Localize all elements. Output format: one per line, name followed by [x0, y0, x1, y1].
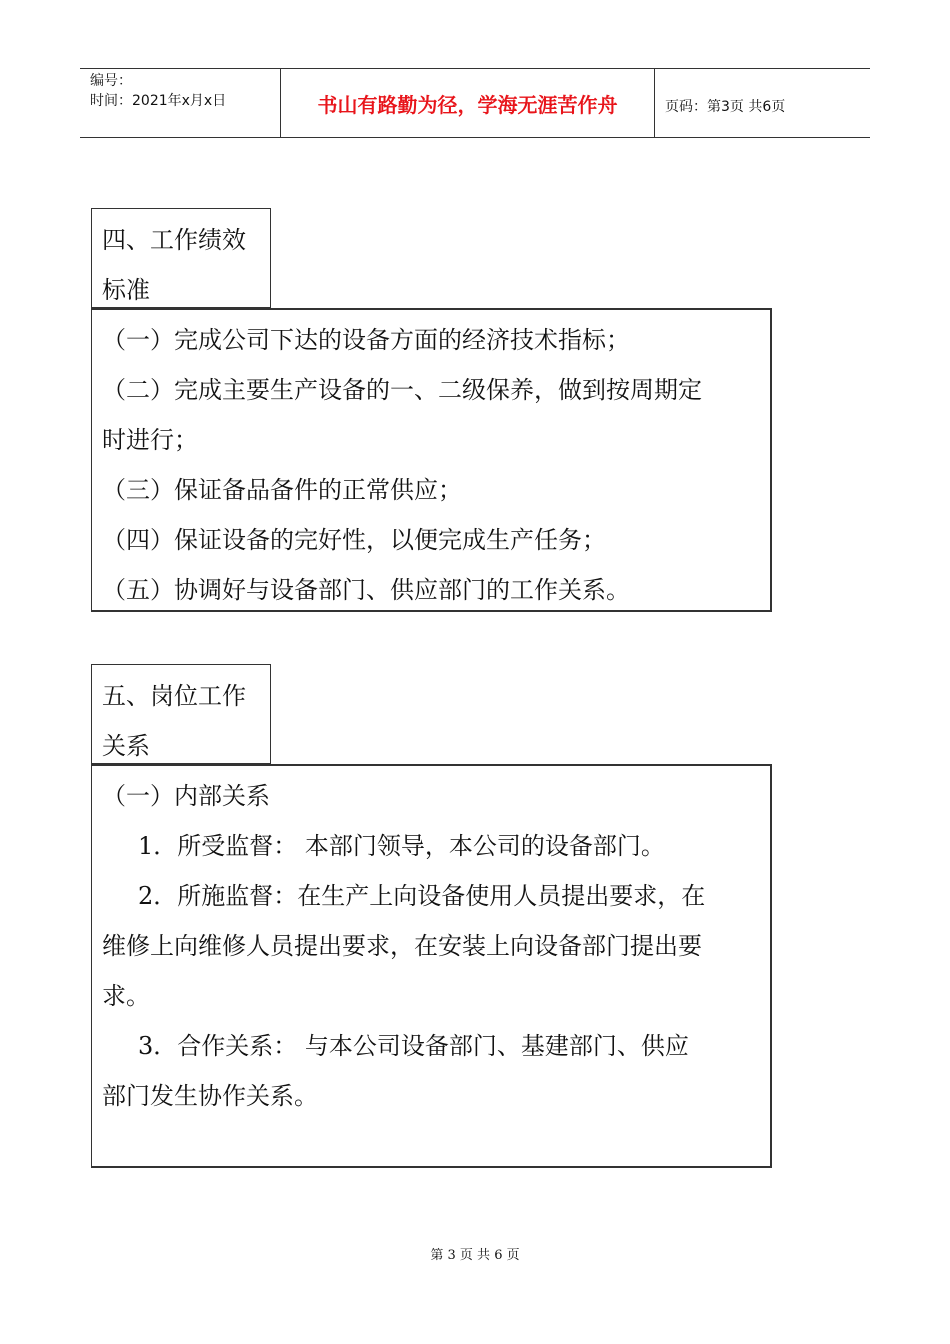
- document-header: [80, 68, 870, 138]
- section-4-title-line-2: 标准: [102, 276, 150, 304]
- section-4-line: （三）保证备品备件的正常供应；: [102, 476, 462, 504]
- header-page-number: 页码：第3页 共6页: [665, 99, 786, 115]
- section-5-line: 3．合作关系： 与本公司设备部门、基建部门、供应: [138, 1032, 689, 1060]
- section-4-title: [91, 208, 271, 308]
- header-page-cell: [655, 69, 870, 137]
- header-motto-cell: [281, 69, 655, 137]
- section-5-title: [91, 664, 271, 764]
- section-5-line: 维修上向维修人员提出要求，在安装上向设备部门提出要: [102, 932, 702, 960]
- document-time-label: 时间：2021年x月x日: [90, 93, 227, 109]
- section-4-line: （二）完成主要生产设备的一、二级保养，做到按周期定: [102, 376, 702, 404]
- section-5-title-line-2: 关系: [102, 732, 150, 760]
- section-5-title-line-1: 五、岗位工作: [102, 682, 246, 710]
- section-4-content: [91, 308, 772, 612]
- section-4-line: （五）协调好与设备部门、供应部门的工作关系。: [102, 576, 630, 604]
- section-5-line: （一）内部关系: [102, 782, 270, 810]
- page-footer: 第 3 页 共 6 页: [430, 1248, 520, 1263]
- document-number-label: 编号：: [90, 73, 132, 89]
- section-5-line: 2．所施监督：在生产上向设备使用人员提出要求，在: [138, 882, 706, 910]
- header-info-cell: [80, 69, 281, 137]
- section-4-line: （一）完成公司下达的设备方面的经济技术指标；: [102, 326, 630, 354]
- section-5-content: [91, 764, 772, 1168]
- section-5-line: 1．所受监督： 本部门领导，本公司的设备部门。: [138, 832, 665, 860]
- section-4-line: 时进行；: [102, 426, 198, 454]
- section-5-line: 部门发生协作关系。: [102, 1082, 318, 1110]
- section-4-line: （四）保证设备的完好性，以便完成生产任务；: [102, 526, 606, 554]
- section-5-line: 求。: [102, 982, 150, 1010]
- section-4-title-line-1: 四、工作绩效: [102, 226, 246, 254]
- header-motto: 书山有路勤为径，学海无涯苦作舟: [317, 93, 618, 117]
